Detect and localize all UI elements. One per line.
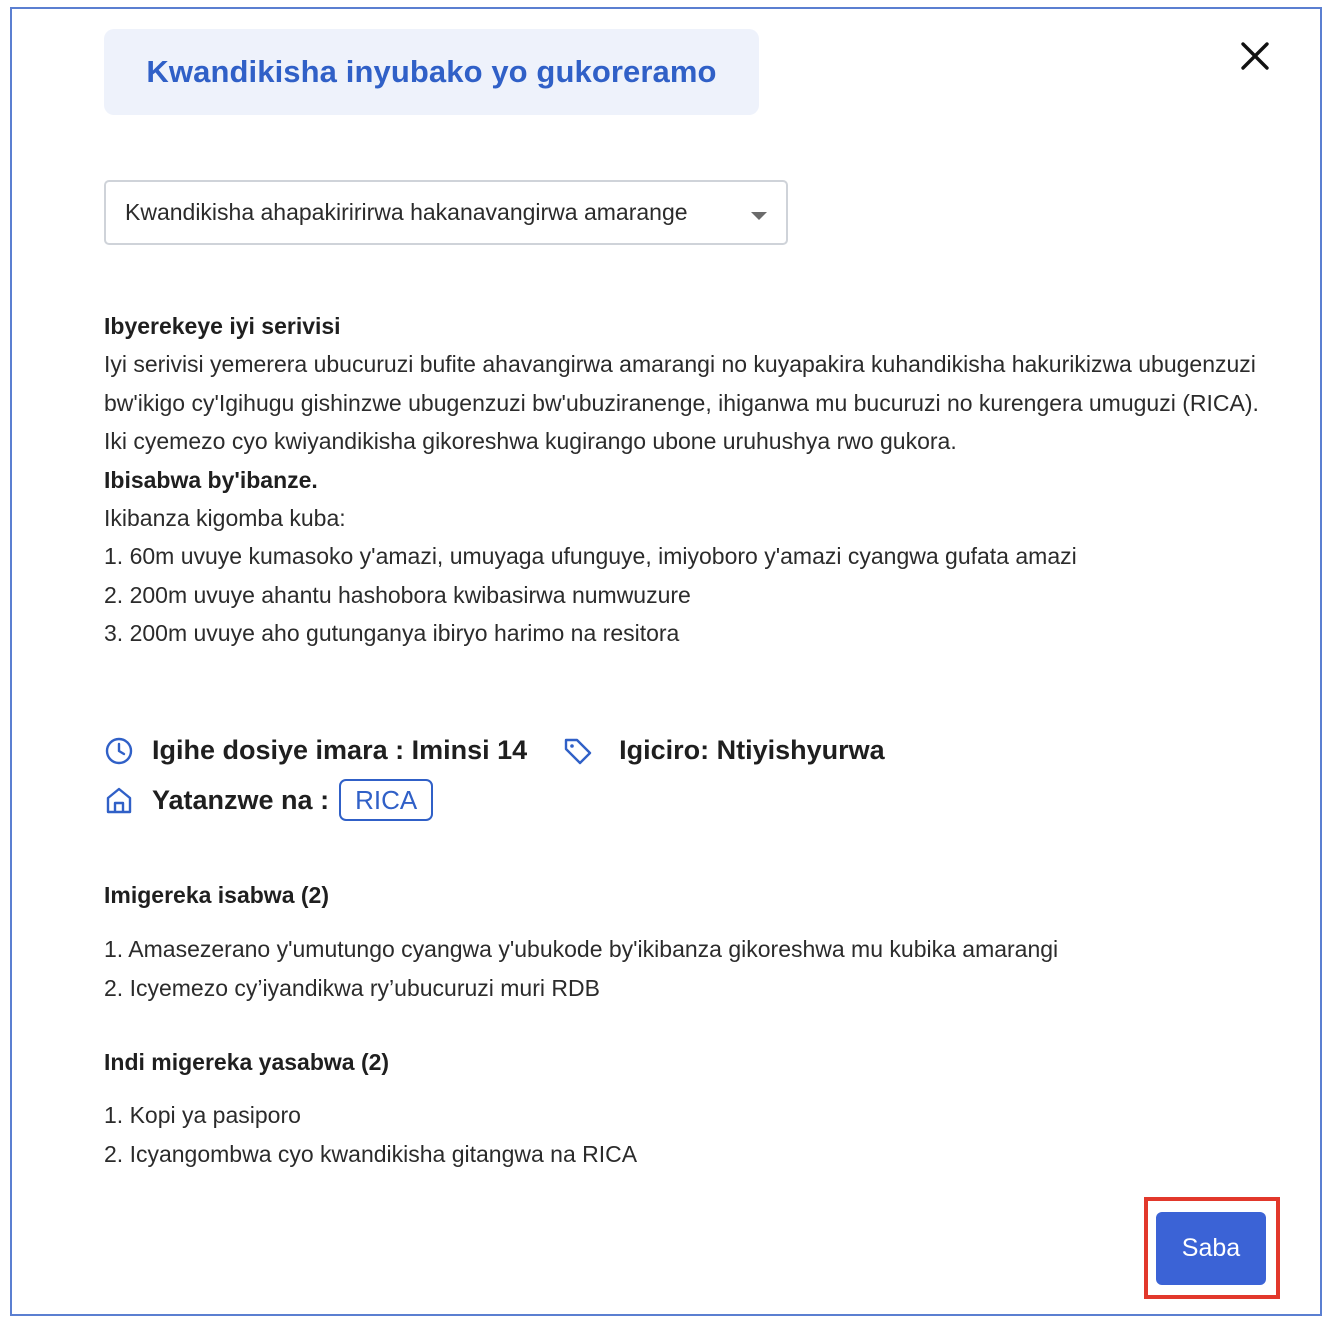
requirement-item: 1. 60m uvuye kumasoko y'amazi, umuyaga ufunguye, imiyoboro y'amazi cyangwa gufata amazi xyxy=(104,543,1077,569)
caret-down-icon xyxy=(751,212,767,220)
list-item: 1. Amasezerano y'umutungo cyangwa y'ubukode by'ikibanza gikoreshwa mu kubika amarangi xyxy=(104,936,1059,962)
list-item: 2. Icyangombwa cyo kwandikisha gitangwa na RICA xyxy=(104,1140,638,1167)
service-select-value: Kwandikisha ahapakiririrwa hakanavangirwa amarange xyxy=(125,199,688,225)
processing-time: Igihe dosiye imara : Iminsi 14 xyxy=(152,735,528,765)
modal-title-pill xyxy=(104,29,759,115)
requirement-item: 2. 200m uvuye ahantu hashobora kwibasirwa numwuzure xyxy=(104,581,691,608)
service-modal xyxy=(10,7,1322,1316)
about-heading: Ibyerekeye iyi serivisi xyxy=(104,313,341,339)
required-docs-title: Imigereka isabwa (2) xyxy=(104,882,329,908)
tag-icon xyxy=(563,736,593,766)
list-item: 2. Icyemezo cy’iyandikwa ry’ubucuruzi muri RDB xyxy=(104,974,600,1001)
about-description: Iyi serivisi yemerera ubucuruzi bufite ahavangirwa amarangi no kuyapakira kuhandikisha hakurikizwa ubugenzuzi bw'ikigo cy'Igihugu gishinzwe ubugenzuzi bw'ubuziranenge, ihiganwa mu bucuruzi no kurengera umuguzi (RICA). Iki cyemezo cyo kwiyandikisha gikoreshwa kugirango ubone uruhushya rwo gukora. xyxy=(104,351,1259,454)
service-select[interactable] xyxy=(104,180,788,245)
apply-button[interactable]: Saba xyxy=(1156,1212,1266,1285)
service-description xyxy=(104,307,1274,653)
clock-icon xyxy=(104,736,134,766)
other-docs-list xyxy=(104,1096,637,1173)
close-icon xyxy=(1240,41,1270,71)
list-item: 1. Kopi ya pasiporo xyxy=(104,1102,301,1128)
price: Igiciro: Ntiyishyurwa xyxy=(619,735,885,765)
required-docs-list xyxy=(104,930,1058,1007)
meta-row-provider xyxy=(104,779,433,821)
requirement-item: 3. 200m uvuye aho gutunganya ibiryo harimo na resitora xyxy=(104,620,680,646)
meta-row-time-price xyxy=(104,735,885,766)
provided-by-label: Yatanzwe na : xyxy=(152,784,330,815)
home-icon xyxy=(104,785,134,815)
requirements-intro: Ikibanza kigomba kuba: xyxy=(104,504,346,531)
provider-badge[interactable]: RICA xyxy=(339,779,433,821)
close-button[interactable] xyxy=(1238,39,1272,73)
modal-title: Kwandikisha inyubako yo gukoreramo xyxy=(146,54,717,89)
other-docs-title: Indi migereka yasabwa (2) xyxy=(104,1049,390,1075)
requirements-heading: Ibisabwa by'ibanze. xyxy=(104,466,318,493)
